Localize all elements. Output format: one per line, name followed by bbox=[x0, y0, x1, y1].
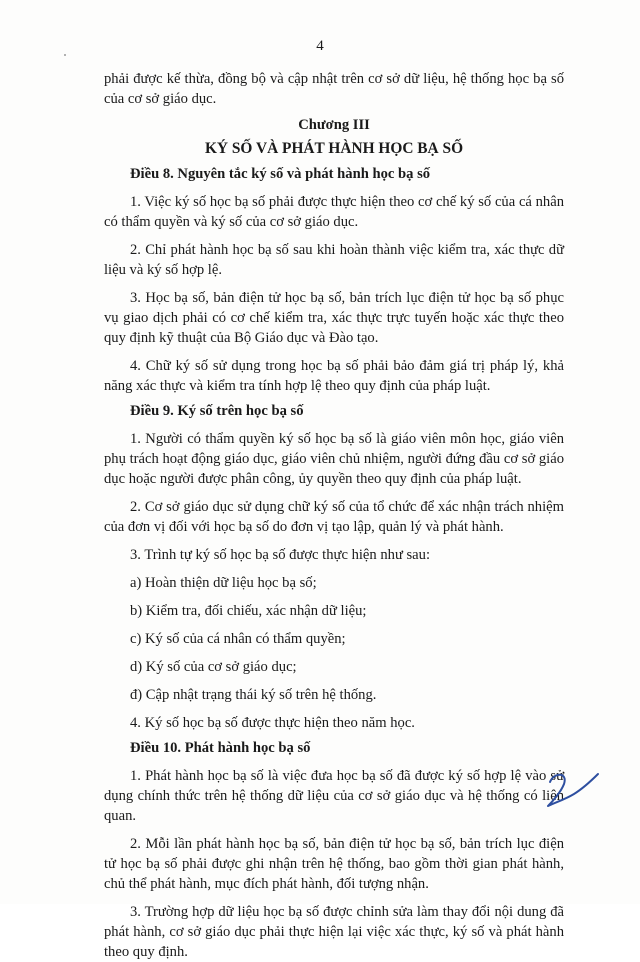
article-9-step-b: b) Kiểm tra, đối chiếu, xác nhận dữ liệu; bbox=[130, 603, 367, 619]
article-9-clause-3: 3. Trình tự ký số học bạ số được thực hiện như sau: bbox=[130, 547, 431, 563]
article-9-step-c: c) Ký số của cá nhân có thẩm quyền; bbox=[130, 631, 346, 647]
article-9-heading: Điều 9. Ký số trên học bạ số bbox=[130, 403, 304, 419]
article-8-clause-2: 2. Chỉ phát hành học bạ số sau khi hoàn thành việc kiểm tra, xác thực dữ liệu và ký số hợp lệ. bbox=[104, 242, 564, 278]
article-10-heading: Điều 10. Phát hành học bạ số bbox=[130, 740, 311, 756]
article-9-step-d: d) Ký số của cơ sở giáo dục; bbox=[130, 659, 297, 675]
article-10-clause-1: 1. Phát hành học bạ số là việc đưa học bạ số đã được ký số hợp lệ vào sử dụng chính thức trên hệ thống dữ liệu của cơ sở giáo dục và hệ thống có liên quan. bbox=[104, 768, 564, 824]
article-9-step-a: a) Hoàn thiện dữ liệu học bạ số; bbox=[130, 575, 317, 591]
article-9-clause-4: 4. Ký số học bạ số được thực hiện theo năm học. bbox=[130, 715, 415, 731]
article-8-clause-4: 4. Chữ ký số sử dụng trong học bạ số phải bảo đảm giá trị pháp lý, khả năng xác thực và kiểm tra tính hợp lệ theo quy định của pháp luật. bbox=[104, 358, 564, 394]
article-8-heading: Điều 8. Nguyên tắc ký số và phát hành học bạ số bbox=[130, 166, 431, 182]
page-number: 4 bbox=[316, 38, 324, 54]
article-9-clause-2: 2. Cơ sở giáo dục sử dụng chữ ký số của tổ chức để xác nhận trách nhiệm của đơn vị đối với học bạ số do đơn vị tạo lập, quản lý và phát hành. bbox=[104, 499, 564, 535]
article-10-clause-3: 3. Trường hợp dữ liệu học bạ số được chỉnh sửa làm thay đổi nội dung đã phát hành, cơ sở giáo dục phải thực hiện lại việc xác thực, ký số và phát hành theo quy định. bbox=[104, 904, 564, 960]
article-9-clause-1: 1. Người có thẩm quyền ký số học bạ số là giáo viên môn học, giáo viên phụ trách hoạt động giáo dục, giáo viên chủ nhiệm, người đứng đầu cơ sở giáo dục hoặc người được phân công, ủy quyền theo quy định của pháp luật. bbox=[104, 431, 564, 487]
article-10-clause-2: 2. Mỗi lần phát hành học bạ số, bản điện tử học bạ số, bản trích lục điện tử học bạ số phải được ghi nhận trên hệ thống, bao gồm thời gian phát hành, chủ thể phát hành, mục đích phát hành, đối tượng nhận. bbox=[104, 836, 564, 892]
document-body bbox=[104, 69, 564, 962]
chapter-label: Chương III bbox=[298, 117, 370, 133]
article-9-step-dd: đ) Cập nhật trạng thái ký số trên hệ thống. bbox=[130, 687, 377, 703]
article-8-clause-3: 3. Học bạ số, bản điện tử học bạ số, bản trích lục điện tử học bạ số phục vụ giao dịch phải có cơ chế kiểm tra, xác thực trực tuyến hoặc xác thực theo quy định kỹ thuật của Bộ Giáo dục và Đào tạo. bbox=[104, 290, 564, 346]
initials-signature bbox=[540, 760, 602, 812]
article-8-clause-1: 1. Việc ký số học bạ số phải được thực hiện theo cơ chế ký số của cá nhân có thẩm quyền và ký số của cơ sở giáo dục. bbox=[104, 194, 564, 230]
intro-paragraph: phải được kế thừa, đồng bộ và cập nhật trên cơ sở dữ liệu, hệ thống học bạ số của cơ sở giáo dục. bbox=[104, 71, 564, 107]
chapter-title: KÝ SỐ VÀ PHÁT HÀNH HỌC BẠ SỐ bbox=[204, 140, 464, 157]
